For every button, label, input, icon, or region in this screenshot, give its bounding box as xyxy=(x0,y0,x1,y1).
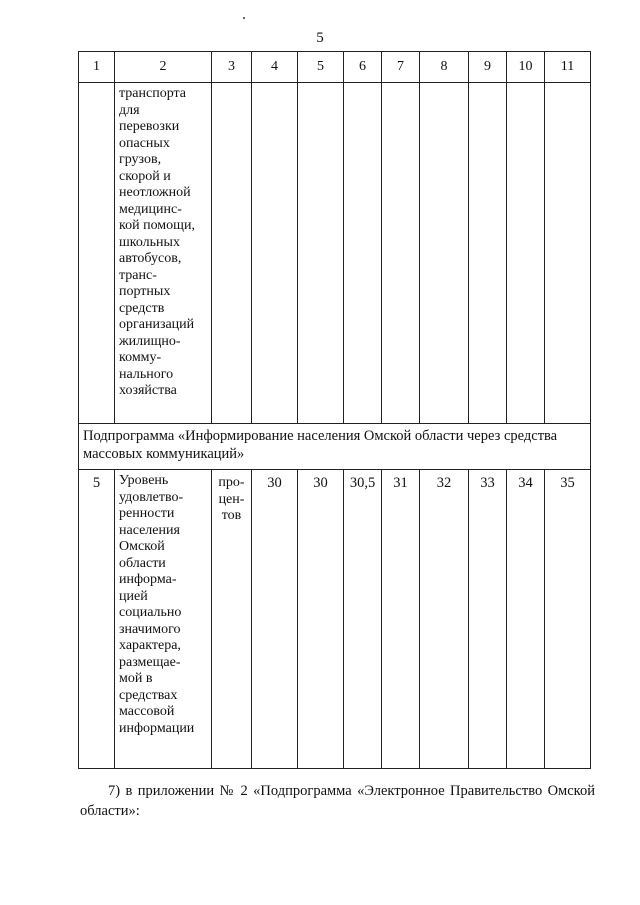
section-title: Подпрограмма «Информирование населения Омской области через средства массовых коммуникаций» xyxy=(79,424,591,470)
table-header-row xyxy=(79,52,591,83)
cell-empty xyxy=(469,83,507,424)
value-cell: 30 xyxy=(252,470,298,769)
cell-empty xyxy=(212,83,252,424)
row-number: 5 xyxy=(79,470,115,769)
table-row xyxy=(79,470,591,769)
value-cell: 30 xyxy=(298,470,344,769)
cell-empty xyxy=(507,83,545,424)
unit-cell xyxy=(212,470,252,769)
unit-text: про- цен- тов xyxy=(218,475,245,523)
header-cell: 1 xyxy=(79,52,115,83)
value-cell: 33 xyxy=(469,470,507,769)
value-cell: 35 xyxy=(545,470,591,769)
indicator-text-cell xyxy=(115,470,212,769)
header-cell: 2 xyxy=(115,52,212,83)
cell-empty xyxy=(545,83,591,424)
indicator-text: Уровень удовлетво- ренности населения Омской области информа- цией социально значимого характера, размещае- мой в средствах массовой информации xyxy=(119,473,195,736)
value-cell: 34 xyxy=(507,470,545,769)
header-cell: 11 xyxy=(545,52,591,83)
header-cell: 8 xyxy=(420,52,469,83)
indicator-text: транспорта для перевозки опасных грузов, скорой и неотложной медицинс- кой помощи, школьных автобусов, транс- портных средств организаций жилищно- комму- нального хозяйства xyxy=(119,86,195,398)
header-cell: 6 xyxy=(344,52,382,83)
header-cell: 9 xyxy=(469,52,507,83)
cell-empty xyxy=(252,83,298,424)
header-cell: 3 xyxy=(212,52,252,83)
indicators-table xyxy=(78,51,591,769)
header-cell: 4 xyxy=(252,52,298,83)
value-cell: 31 xyxy=(382,470,420,769)
table-row xyxy=(79,83,591,424)
value-cell: 32 xyxy=(420,470,469,769)
cell-empty xyxy=(298,83,344,424)
header-cell: 5 xyxy=(298,52,344,83)
indicator-text-cell xyxy=(115,83,212,424)
body-paragraph: 7) в приложении № 2 «Подпрограмма «Электронное Правительство Омской области»: xyxy=(80,783,595,819)
header-cell: 7 xyxy=(382,52,420,83)
cell-empty xyxy=(79,83,115,424)
cell-empty xyxy=(382,83,420,424)
cell-empty xyxy=(344,83,382,424)
header-cell: 10 xyxy=(507,52,545,83)
cell-empty xyxy=(420,83,469,424)
value-cell: 30,5 xyxy=(344,470,382,769)
page-number: 5 xyxy=(316,30,324,46)
section-row xyxy=(79,424,591,470)
scan-dot xyxy=(243,17,245,19)
